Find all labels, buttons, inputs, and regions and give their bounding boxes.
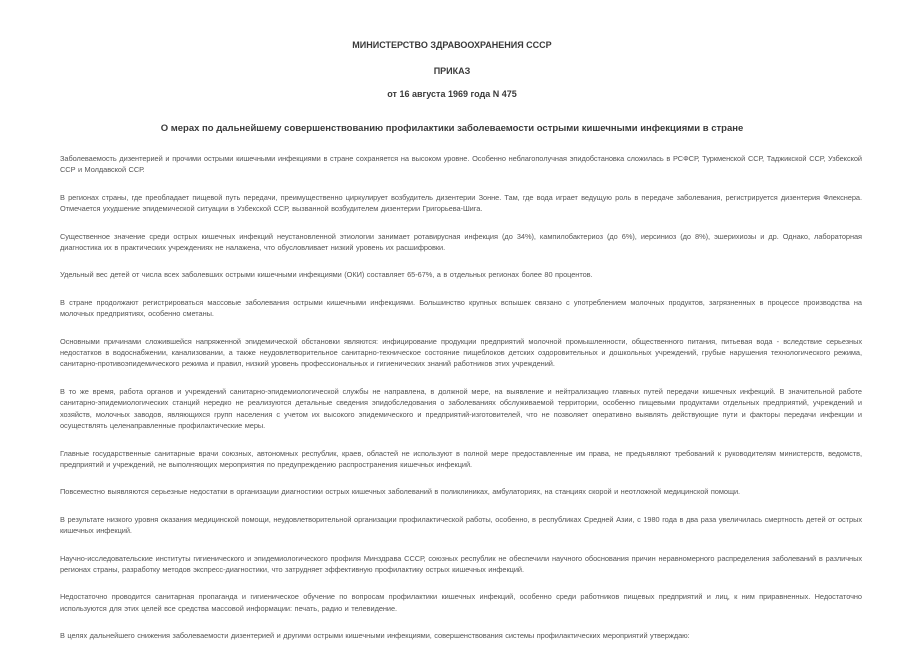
paragraph-10: В результате низкого уровня оказания медицинской помощи, неудовлетворительной организации профилактической работы, особенно, в республиках Средней Азии, с 1980 года в два раза увеличилась смертность детей от острых кишечных инфекций.: [60, 514, 862, 536]
paragraph-1: Заболеваемость дизентерией и прочими острыми кишечными инфекциями в стране сохраняется на высоком уровне. Особенно неблагополучная эпидобстановка сложилась в РСФСР, Туркменской ССР, Таджикской ССР, Узбекской ССР и Молдавской ССР.: [60, 154, 862, 175]
ministry-heading: МИНИСТЕРСТВО ЗДРАВООХРАНЕНИЯ СССР: [352, 40, 552, 50]
document-type-heading: ПРИКАЗ: [433, 66, 471, 76]
paragraph-5: В стране продолжают регистрироваться массовые заболевания острыми кишечными инфекциями. Большинство крупных вспышек связано с употреблением молочных продуктов, загрязненных в процессе производства на молочных предприятиях, особенно сметаны.: [60, 297, 862, 319]
document-body: [60, 153, 862, 658]
paragraph-2: В регионах страны, где преобладает пищевой путь передачи, преимущественно циркулирует возбудитель дизентерии Зонне. Там, где вода играет ведущую роль в передаче заболевания, регистрируется дизентерия Флекснера. Отмечается ухудшение эпидемической ситуации в Узбекской ССР, вызванной возбудителем дизентерии Григорьева-Шига.: [60, 192, 862, 214]
paragraph-11: Научно-исследовательские институты гигиенического и эпидемиологического профиля Минздрава СССР, союзных республик не обеспечили научного обоснования причин неравномерного распределения заболеваний в различных регионах страны, разработку методов экспресс-диагностики, что затрудняет эффективную профилактику острых кишечных инфекций.: [60, 553, 862, 574]
paragraph-7: В то же время, работа органов и учреждений санитарно-эпидемиологической службы не направлена, в должной мере, на выявление и нейтрализацию главных путей передачи кишечных инфекций. В значительной работе санитарно-эпидемиологических станций нередко не реализуются детальные сведения эпидобследования о заболеваниях обслуживаемой территории, особенно пищевыми продуктами отдельных предприятий, учреждений и хозяйств, молочных заводов, являющихся групп населения с учетом их высокого эпидемического и предприятий-изготовителей, что не позволяет оперативно выявлять действующие пути и факторы передачи инфекции и осуществлять целенаправленные профилактические меры.: [60, 386, 862, 431]
paragraph-8: Главные государственные санитарные врачи союзных, автономных республик, краев, областей не используют в полной мере предоставленные им права, не предъявляют требований к руководителям министерств, ведомств, предприятий и учреждений, не выполняющих мероприятия по предупреждению распространения кишечных инфекций.: [60, 448, 862, 469]
date-number-line: от 16 августа 1969 года N 475: [387, 89, 517, 99]
paragraph-6: Основными причинами сложившейся напряженной эпидемической обстановки являются: инфицирование продукции предприятий молочной промышленности, общественного питания, питьевая вода - вследствие серьезных недостатков в водоснабжении, канализовании, а также неудовлетворительное санитарно-техническое состояние пищеблоков детских оздоровительных и дошкольных учреждений, грубые нарушения технологического режима, санитарно-противоэпидемического режима и правил, низкий уровень профессиональных и гигиенических знаний работников этих учреждений.: [60, 336, 862, 369]
document-subject: О мерах по дальнейшему совершенствованию профилактики заболеваемости острыми кишечными инфекциями в стране: [160, 123, 744, 134]
paragraph-4: Удельный вес детей от числа всех заболевших острыми кишечными инфекциями (ОКИ) составляет 65-67%, а в отдельных регионах более 80 процентов.: [60, 270, 593, 280]
paragraph-9: Повсеместно выявляются серьезные недостатки в организации диагностики острых кишечных заболеваний в поликлиниках, амбулаториях, на станциях скорой и неотложной медицинской помощи.: [60, 487, 741, 497]
paragraph-12: Недостаточно проводится санитарная пропаганда и гигиеническое обучение по вопросам профилактики кишечных инфекций, особенно среди работников пищевых предприятий и лиц, к ним приравненных. Недостаточно используются для этих целей все средства массовой информации: печать, радио и телевидение.: [60, 592, 862, 613]
paragraph-3: Существенное значение среди острых кишечных инфекций неустановленной этиологии занимает ротавирусная инфекция (до 34%), кампилобактериоз (до 6%), иерсиниоз (до 8%), эшерихиозы и др. Однако, лабораторная диагностика их в практических учреждениях не налажена, что обусловливает низкий уровень их расшифровки.: [60, 231, 862, 253]
paragraph-13: В целях дальнейшего снижения заболеваемости дизентерией и другими острыми кишечными инфекциями, совершенствования системы профилактических мероприятий утверждаю:: [60, 631, 690, 641]
